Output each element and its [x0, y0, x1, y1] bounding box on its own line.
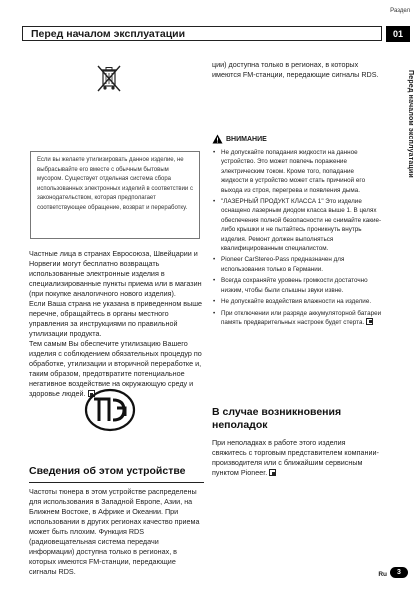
caution-item: • Всегда сохраняйте уровень громкости достаточно низким, чтобы были слышны звуки извне.	[212, 276, 382, 295]
caution-item: • Не допускайте попадания жидкости на данное устройство. Это может повлечь поражение электрическим током. Кроме того, попадание жидкости в устройство может стать причиной его выхода из строя, перегрева и появления дыма.	[212, 148, 382, 195]
warning-triangle-icon	[212, 134, 223, 144]
troubleshooting-text: При неполадках в работе этого изделия свяжитесь с торговым представителем компании-производителя или с ближайшим сервисным пунктом Pioneer.	[212, 438, 379, 477]
caution-heading	[212, 134, 382, 144]
caution-section	[212, 134, 382, 329]
side-section-title: Перед началом эксплуатации	[407, 70, 414, 178]
disposal-notice-box	[30, 151, 200, 239]
caution-item: • При отключении или разряде аккумуляторной батареи память предварительных настроек будет стерта.	[212, 309, 382, 328]
section-number-tab: 01	[386, 26, 410, 42]
gost-r-certification-icon	[84, 388, 136, 432]
end-of-section-icon	[269, 469, 276, 476]
paragraph-other-countries: Если Ваша страна не указана в приведенном выше перечне, обращайтесь в органы местного управления за инструкциями по правильной утилизации продукта.	[29, 299, 203, 338]
page-header	[22, 26, 382, 41]
about-device-heading: Сведения об этом устройстве	[29, 465, 186, 477]
crossed-out-wheelie-bin-icon	[94, 63, 124, 93]
disposal-details	[29, 249, 204, 399]
about-device-continued	[212, 60, 382, 80]
caution-item: • Не допускайте воздействия влажности на изделие.	[212, 297, 382, 306]
caution-list	[212, 148, 382, 327]
page-title: Перед началом эксплуатации	[31, 28, 186, 40]
about-device-text-continued: ции) доступна только в регионах, в которых имеются FM-станции, передающие сигналы RDS.	[212, 60, 379, 79]
caution-item: • "ЛАЗЕРНЫЙ ПРОДУКТ КЛАССА 1" Это изделие оснащено лазерным диодом класса выше 1. В целях обеспечения полной безопасности не снимайте какие-либо крышки и не пытайтесь проникнуть внутрь изделия. Ремонт должен выполняться квалифицированным специалистом.	[212, 197, 382, 253]
troubleshooting-heading: В случае возникновения неполадок	[212, 406, 342, 431]
footer-language: Ru	[378, 571, 387, 578]
paragraph-recycling: Тем самым Вы обеспечите утилизацию Вашего изделия с соблюдением обязательных процедур по обработке, утилизации и вторичной переработке и, таким образом, предотвратите потенциальное негативное воздействие на окружающую среду и здоровье людей.	[29, 339, 202, 398]
troubleshooting-section	[212, 406, 382, 478]
paragraph-return-eu: Частные лица в странах Евросоюза, Швейцарии и Норвегии могут бесплатно возвращать использованные электронные изделия в специализированные пункты приема или в магазин (при покупке аналогичного нового изделия).	[29, 249, 202, 298]
about-device-text: Частоты тюнера в этом устройстве распределены для использования в Западной Европе, Азии, на Ближнем Востоке, в Африке и Океании. При использовании в других регионах качество приема может быть плохим. Функция RDS (радиовещательная система передачи информации) доступна только в регионах, в которых имеются FM-станции, передающие сигналы RDS.	[29, 487, 200, 576]
section-label: Раздел	[390, 8, 410, 14]
caution-title: ВНИМАНИЕ	[226, 135, 267, 143]
heading-divider	[29, 482, 204, 483]
page-number: 3	[390, 567, 408, 578]
disposal-notice-text: Если вы желаете утилизировать данное изделие, не выбрасывайте его вместе с обычным бытовым мусором. Существует отдельная система сбора использованных электронных изделий в соответствии с законодательством, которая предполагает соответствующее обращение, возврат и переработку.	[37, 157, 193, 211]
caution-item: • Pioneer CarStereo-Pass предназначен для использования только в Германии.	[212, 255, 382, 274]
about-device-section	[29, 465, 204, 576]
end-of-section-icon	[366, 318, 373, 325]
